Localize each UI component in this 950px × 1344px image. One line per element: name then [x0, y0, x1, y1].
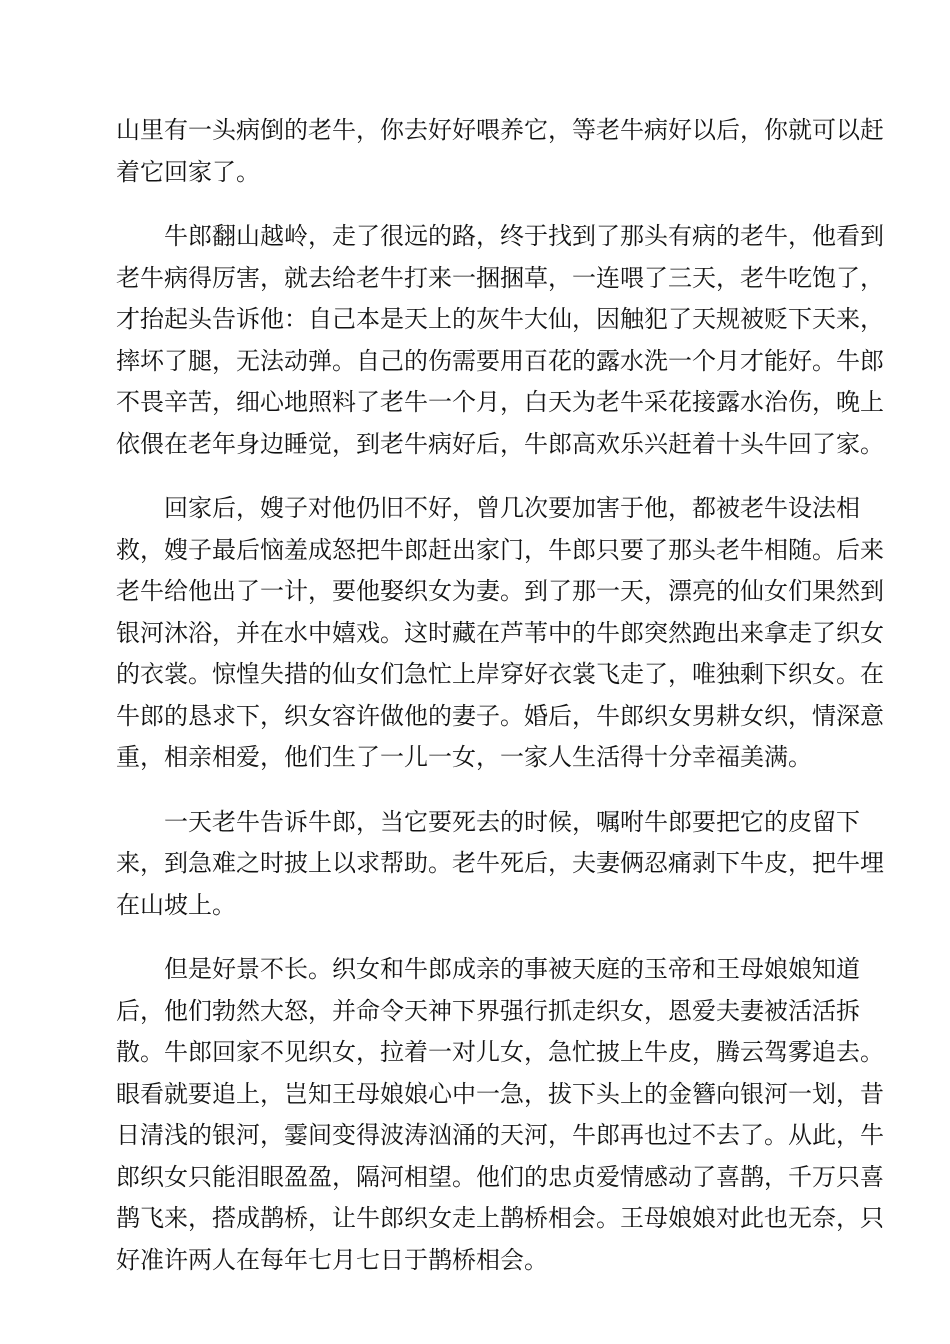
- text-line: 郎织女只能泪眼盈盈，隔河相望。他们的忠贞爱情感动了喜鹊，千万只喜: [116, 1162, 884, 1191]
- text-line: 眼看就要追上，岂知王母娘娘心中一急，拔下头上的金簪向银河一划，昔: [116, 1079, 884, 1108]
- text-line: 山里有一头病倒的老牛，你去好好喂养它，等老牛病好以后，你就可以赶: [116, 116, 884, 144]
- text-line: 牛郎翻山越岭，走了很远的路，终于找到了那头有病的老牛，他看到: [164, 222, 884, 250]
- text-line: 依偎在老年身边睡觉，到老牛病好后，牛郎高欢乐兴赶着十头牛回了家。: [116, 429, 884, 458]
- text-line: 但是好景不长。织女和牛郎成亲的事被天庭的玉帝和王母娘娘知道: [164, 955, 860, 983]
- text-line: 日清浅的银河，霎间变得波涛汹涌的天河，牛郎再也过不去了。从此，牛: [116, 1121, 884, 1149]
- text-line: 的衣裳。惊惶失措的仙女们急忙上岸穿好衣裳飞走了，唯独剩下织女。在: [116, 660, 884, 688]
- text-line: 来，到急难之时披上以求帮助。老牛死后，夫妻俩忍痛剥下牛皮，把牛埋: [116, 849, 884, 877]
- document-page: [116, 110, 884, 1304]
- text-line: 着它回家了。: [116, 157, 260, 186]
- paragraph-1: [116, 110, 884, 193]
- text-line: 回家后，嫂子对他仍旧不好，曾几次要加害于他，都被老牛设法相: [164, 494, 860, 522]
- text-line: 牛郎的恳求下，织女容许做他的妻子。婚后，牛郎织女男耕女织，情深意: [116, 701, 884, 730]
- text-line: 一天老牛告诉牛郎，当它要死去的时候，嘱咐牛郎要把它的皮留下: [164, 807, 860, 836]
- paragraph-3: [116, 488, 884, 779]
- text-line: 老牛给他出了一计，要他娶织女为妻。到了那一天，漂亮的仙女们果然到: [116, 577, 884, 605]
- text-line: 银河沐浴，并在水中嬉戏。这时藏在芦苇中的牛郎突然跑出来拿走了织女: [116, 618, 884, 647]
- text-line: 摔坏了腿，无法动弹。自己的伤需要用百花的露水洗一个月才能好。牛郎: [116, 346, 884, 375]
- text-line: 好准许两人在每年七月七日于鹊桥相会。: [116, 1245, 548, 1274]
- text-line: 后，他们勃然大怒，并命令天神下界强行抓走织女，恩爱夫妻被活活拆: [116, 996, 860, 1025]
- text-line: 鹊飞来，搭成鹊桥，让牛郎织女走上鹊桥相会。王母娘娘对此也无奈，只: [116, 1204, 884, 1232]
- text-line: 在山坡上。: [116, 890, 236, 919]
- text-line: 救，嫂子最后恼羞成怒把牛郎赶出家门，牛郎只要了那头老牛相随。后来: [116, 535, 884, 564]
- paragraph-2: [116, 216, 884, 465]
- paragraph-5: [116, 949, 884, 1281]
- paragraph-4: [116, 802, 884, 927]
- text-line: 老牛病得厉害，就去给老牛打来一捆捆草，一连喂了三天，老牛吃饱了，: [116, 263, 884, 292]
- text-line: 散。牛郎回家不见织女，拉着一对儿女，急忙披上牛皮，腾云驾雾追去。: [116, 1038, 884, 1066]
- text-line: 不畏辛苦，细心地照料了老牛一个月，白天为老牛采花接露水治伤，晚上: [116, 388, 884, 416]
- text-line: 才抬起头告诉他：自己本是天上的灰牛大仙，因触犯了天规被贬下天来，: [116, 305, 884, 333]
- text-line: 重，相亲相爱，他们生了一儿一女，一家人生活得十分幸福美满。: [116, 743, 812, 771]
